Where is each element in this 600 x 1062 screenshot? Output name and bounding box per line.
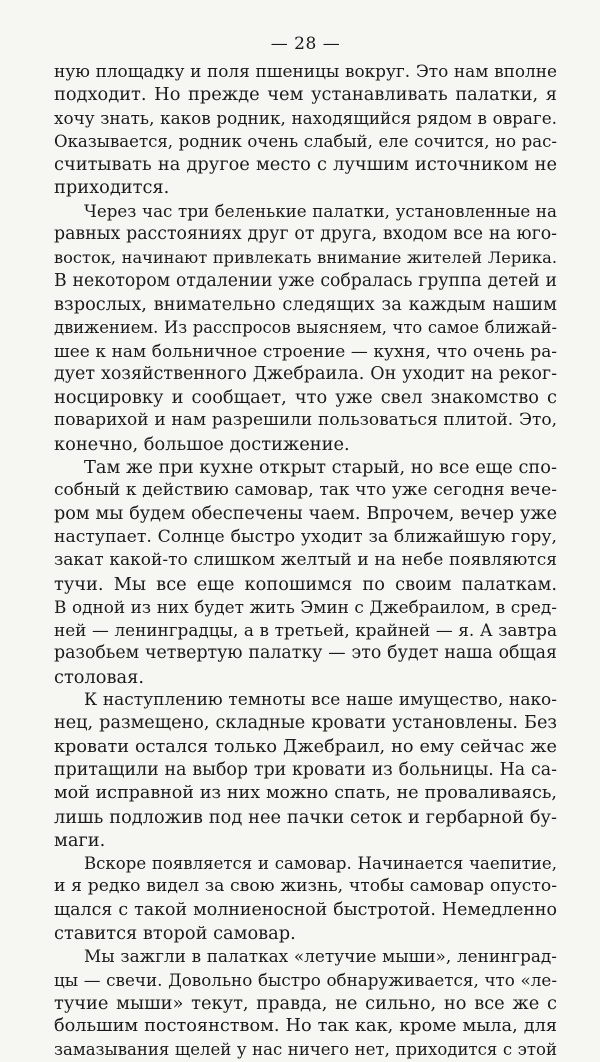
text-line: Мы зажгли в палатках «летучие мыши», ленинград- [84,946,557,967]
text-line: мой исправной из них можно спать, не проваливаясь, [54,783,557,804]
text-line: поварихой и нам разрешили пользоваться плитой. Это, [54,410,557,431]
text-line: хочу знать, каков родник, находящийся рядом в овраге. [54,107,557,128]
text-line: подходит. Но прежде чем устанавливать палатки, я [54,84,557,106]
text-line: равных расстояниях друг от друга, входом все на юго- [54,224,557,245]
paragraph [54,689,557,852]
text-line: ней — ленинградцы, а в третьей, крайней — я. А завтра [54,620,557,641]
text-line: взрослых, внимательно следящих за каждым нашим [54,293,557,315]
text-line: цы — свечи. Довольно быстро обнаруживается, что «ле- [54,969,557,990]
paragraph [54,456,557,689]
text-line: восток, начинают привлекать внимание жителей Лерика. [54,248,557,268]
text-line: приходится. [54,177,170,199]
text-line: носцировку и сообщает, что уже свел знакомство с [54,387,557,409]
text-line: Через час три беленькие палатки, установленные на [84,201,557,221]
text-line: ром мы будем обеспечены чаем. Впрочем, вечер уже [54,503,557,524]
text-line: разобьем четвертую палатку — это будет наша общая [54,643,557,664]
text-line: маги. [54,829,106,851]
text-line: ставится второй самовар. [54,922,296,944]
text-line: лишь подложив под нее пачки сеток и гербарной бу- [54,806,557,828]
text-line: щался с такой молниеносной быстротой. Немедленно [54,899,557,920]
paragraph [54,945,557,1061]
text-line: и я редко видел за свою жизнь, чтобы самовар опусто- [54,876,557,897]
paragraph [54,60,557,200]
text-line: считывать на другое место с лучшим источником не [54,154,557,176]
text-line: закат какой-то слишком желтый и на небе появляются [54,550,557,571]
page-body-text [54,60,557,1062]
text-line: собный к действию самовар, так что уже сегодня вече- [54,480,557,501]
text-line: шее к нам больничное строение — кухня, что очень ра- [54,340,557,361]
text-line: замазывания щелей у нас ничего нет, приходится с этой [54,1040,557,1060]
text-line: большим постоянством. Но так как, кроме мыла, для [54,1016,557,1037]
page-number: — 28 — [270,34,341,54]
text-line: В одной из них будет жить Эмин с Джебраилом, в сред- [54,596,557,617]
text-line: кровати остался только Джебраил, но ему сейчас же [54,736,557,757]
text-line: К наступлению темноты все наше имущество, нако- [84,690,557,711]
text-line: столовая. [54,666,144,688]
text-line: ную площадку и поля пшеницы вокруг. Это нам вполне [54,61,557,81]
paragraph [54,200,557,456]
text-line: притащили на выбор три кровати из больницы. На са- [54,759,557,780]
text-line: движением. Из расспросов выясняем, что самое ближай- [54,318,557,338]
text-line: Вскоре появляется и самовар. Начинается чаепитие, [84,854,557,874]
text-line: тучи. Мы все еще копошимся по своим палаткам. [54,573,557,595]
text-line: тучие мыши» текут, правда, не сильно, но все же с [54,992,557,1014]
text-line: В некотором отдалении уже собралась группа детей и [54,270,557,291]
text-line: конечно, большое достижение. [54,433,350,455]
text-line: Там же при кухне открыт старый, но все еще спо- [84,457,557,479]
paragraph [54,852,557,945]
book-page [54,34,557,1062]
text-line: дует хозяйственного Джебраила. Он уходит на реког- [54,363,557,384]
text-line: Оказывается, родник очень слабый, еле сочится, но рас- [54,131,557,151]
text-line: наступает. Солнце быстро уходит за ближайшую гору, [54,526,557,547]
text-line: нец, размещено, складные кровати установлены. Без [54,713,557,734]
